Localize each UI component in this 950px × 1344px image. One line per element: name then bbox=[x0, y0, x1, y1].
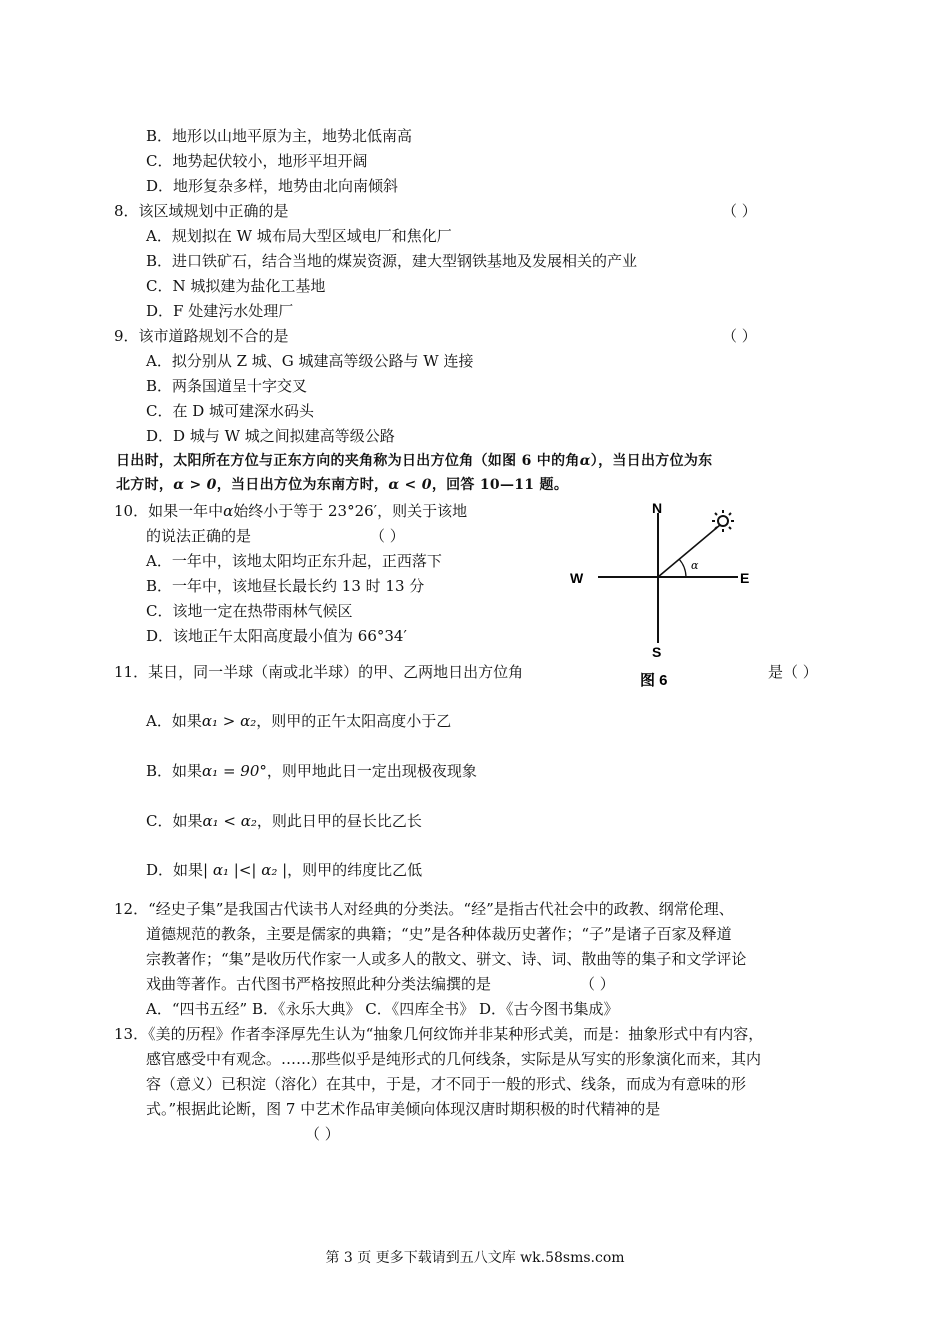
q11-option-b bbox=[146, 761, 477, 781]
option-prefix: B．如果 bbox=[146, 762, 203, 780]
q10-option-d: D．该地正午太阳高度最小值为 66°34′ bbox=[146, 627, 407, 645]
q9-option-c: C．在 D 城可建深水码头 bbox=[146, 402, 315, 420]
option-formula: α₁ > α₂ bbox=[201, 712, 257, 730]
q8-option-a: A．规划拟在 W 城布局大型区域电厂和焦化厂 bbox=[146, 227, 452, 245]
intro-line-1 bbox=[116, 451, 712, 471]
label-north: N bbox=[652, 500, 663, 516]
q11-option-a bbox=[146, 711, 451, 731]
q8-option-d: D．F 处建污水处理厂 bbox=[146, 302, 294, 320]
q13-stem-line-3: 容（意义）已积淀（溶化）在其中，于是，才不同于一般的形式、线条，而成为有意味的形 bbox=[146, 1075, 747, 1093]
intro-text: ），当日出方位为东 bbox=[590, 453, 713, 469]
label-west: W bbox=[570, 570, 584, 586]
sun-icon bbox=[712, 510, 734, 532]
sun-direction-line bbox=[658, 525, 720, 577]
q10-stem-line-2: 的说法正确的是 bbox=[146, 527, 252, 545]
q9-option-a: A．拟分别从 Z 城、G 城建高等级公路与 W 连接 bbox=[146, 352, 474, 370]
option-text: ，则甲的纬度比乙低 bbox=[287, 861, 423, 879]
q9-stem: 9．该市道路规划不合的是 bbox=[114, 327, 289, 345]
q12-stem-line-1: 12．“经史子集”是我国古代读书人对经典的分类法。“经”是指古代社会中的政教、纲常伦理、 bbox=[114, 900, 734, 918]
q12-options: A．“四书五经” B．《永乐大典》 C．《四库全书》 D．《古今图书集成》 bbox=[146, 1000, 619, 1018]
label-east: E bbox=[740, 570, 750, 586]
q11-option-d bbox=[146, 860, 422, 880]
alpha-symbol: α bbox=[223, 502, 234, 520]
q10-option-a: A．一年中，该地太阳均正东升起，正西落下 bbox=[146, 552, 442, 570]
option-prefix: C．如果 bbox=[146, 812, 203, 830]
q7-option-c: C．地势起伏较小，地形平坦开阔 bbox=[146, 152, 368, 170]
option-formula: α₁ < α₂ bbox=[202, 812, 257, 830]
intro-text: 日出时，太阳所在方位与正东方向的夹角称为日出方位角（如图 6 中的角 bbox=[116, 453, 580, 469]
option-text: ，则甲地此日一定出现极夜现象 bbox=[266, 762, 477, 780]
q8-option-b: B．进口铁矿石，结合当地的煤炭资源，建大型钢铁基地及发展相关的产业 bbox=[146, 252, 638, 270]
q13-stem-line-4: 式。”根据此论断，图 7 中艺术作品审美倾向体现汉唐时期积极的时代精神的是 bbox=[146, 1100, 661, 1118]
q12-stem-line-2: 道德规范的教条，主要是儒家的典籍；“史”是各种体裁历史著作；“子”是诸子百家及释道 bbox=[146, 925, 732, 943]
label-alpha: α bbox=[691, 559, 699, 572]
option-text: ，则此日甲的昼长比乙长 bbox=[256, 812, 422, 830]
q11-answer-blank: 是（ ） bbox=[768, 663, 818, 681]
q13-answer-blank: （ ） bbox=[305, 1125, 340, 1143]
figure-caption: 图 6 bbox=[640, 672, 668, 689]
option-text: ，则甲的正午太阳高度小于乙 bbox=[256, 712, 452, 730]
q12-stem-line-3: 宗教著作；“集”是收历代作家一人或多人的散文、骈文、诗、词、散曲等的集子和文学评论 bbox=[146, 950, 747, 968]
option-prefix: A．如果 bbox=[146, 712, 202, 730]
q10-text: 始终小于等于 23°26′，则关于该地 bbox=[233, 502, 468, 520]
q9-option-b: B．两条国道呈十字交叉 bbox=[146, 377, 308, 395]
figure-6-sunrise-azimuth-diagram bbox=[560, 495, 780, 695]
intro-text: 北方时， bbox=[116, 477, 174, 493]
q8-option-c: C．N 城拟建为盐化工基地 bbox=[146, 277, 326, 295]
option-formula: | α₁ |<| α₂ | bbox=[203, 861, 288, 879]
option-formula: α₁ = 90° bbox=[202, 762, 267, 780]
q13-stem-line-2: 感官感受中有观念。……那些似乎是纯形式的几何线条，实际是从写实的形象演化而来，其内 bbox=[146, 1050, 762, 1068]
label-south: S bbox=[652, 644, 662, 660]
q10-stem bbox=[114, 501, 467, 521]
alpha-symbol: α bbox=[579, 453, 591, 469]
q7-option-b: B．地形以山地平原为主，地势北低南高 bbox=[146, 127, 413, 145]
q12-answer-blank: （ ） bbox=[580, 975, 615, 993]
q13-stem-line-1: 13．《美的历程》作者李泽厚先生认为“抽象几何纹饰并非某种形式美，而是：抽象形式中有内容， bbox=[114, 1025, 764, 1043]
q10-answer-blank: （ ） bbox=[370, 527, 405, 545]
q10-option-c: C．该地一定在热带雨林气候区 bbox=[146, 602, 353, 620]
q8-answer-blank: （ ） bbox=[722, 202, 757, 220]
intro-line-2 bbox=[116, 475, 568, 495]
q10-text: 10．如果一年中 bbox=[114, 502, 224, 520]
q11-stem: 11．某日，同一半球（南或北半球）的甲、乙两地日出方位角 bbox=[114, 663, 524, 681]
page-footer: 第 3 页 更多下载请到五八文库 wk.58sms.com bbox=[325, 1250, 625, 1266]
alpha-negative-formula: α < 0 bbox=[388, 477, 432, 493]
q7-option-d: D．地形复杂多样，地势由北向南倾斜 bbox=[146, 177, 399, 195]
q8-stem: 8．该区域规划中正确的是 bbox=[114, 202, 289, 220]
q12-stem-line-4: 戏曲等著作。古代图书严格按照此种分类法编撰的是 bbox=[146, 975, 492, 993]
q9-option-d: D．D 城与 W 城之间拟建高等级公路 bbox=[146, 427, 395, 445]
q11-option-c bbox=[146, 811, 422, 831]
alpha-positive-formula: α > 0 bbox=[173, 477, 217, 493]
option-prefix: D．如果 bbox=[146, 861, 204, 879]
intro-text: ，当日出方位为东南方时， bbox=[216, 477, 389, 493]
q9-answer-blank: （ ） bbox=[722, 327, 757, 345]
q10-option-b: B．一年中，该地昼长最长约 13 时 13 分 bbox=[146, 577, 425, 595]
intro-text: ，回答 10—11 题。 bbox=[431, 477, 569, 493]
angle-arc bbox=[679, 559, 686, 577]
